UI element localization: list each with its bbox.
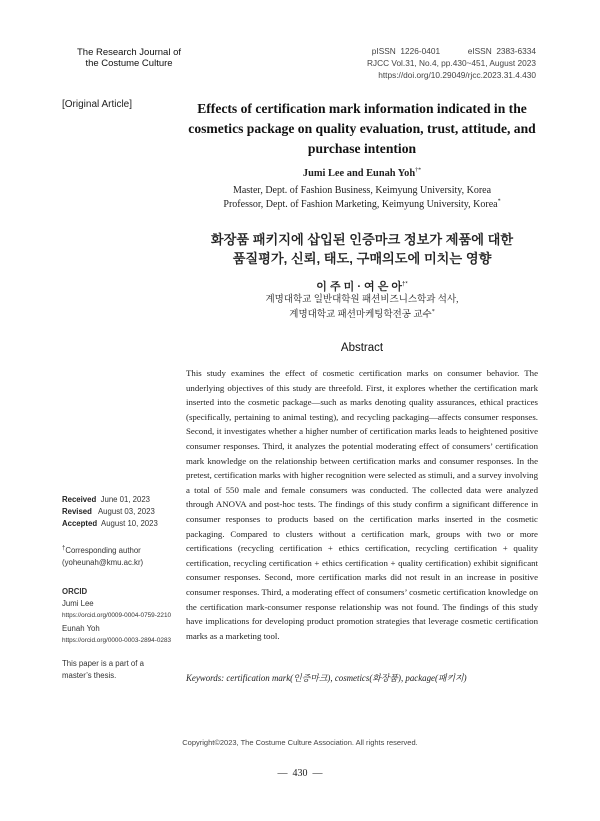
revised-date: Revised August 03, 2023 xyxy=(62,507,155,517)
citation-line: RJCC Vol.31, No.4, pp.430~451, August 2023 xyxy=(366,58,536,68)
thesis-note: This paper is a part of a master’s thesis. xyxy=(62,659,144,681)
affiliations-korean xyxy=(186,293,538,323)
affiliation-korean-line: 계명대학교 패션마케팅학전공 교수* xyxy=(289,308,435,320)
affiliation-line: Master, Dept. of Fashion Business, Keimyung University, Korea xyxy=(232,185,492,196)
title-english: Effects of certification mark information indicated in the cosmetics package on quality evaluation, trust, attitude, and purchase intention xyxy=(188,101,536,156)
issn-line: pISSN 1226-0401 eISSN 2383-6334 xyxy=(371,46,536,56)
affiliation-line: Professor, Dept. of Fashion Marketing, Keimyung University, Korea* xyxy=(223,198,501,210)
affiliation-korean-mark: * xyxy=(431,308,435,315)
accepted-date: Accepted August 10, 2023 xyxy=(62,519,158,529)
corresponding-mark: † xyxy=(62,545,66,552)
article-type: [Original Article] xyxy=(62,99,133,110)
corresponding-label: Corresponding author xyxy=(65,546,141,555)
journal-name xyxy=(64,47,194,69)
abstract-heading: Abstract xyxy=(340,342,384,354)
author-names: Jumi Lee and Eunah Yoh xyxy=(302,168,416,179)
orcid-name: Jumi Lee xyxy=(62,599,94,609)
orcid-block xyxy=(62,586,171,647)
doi-link[interactable]: https://doi.org/10.29049/rjcc.2023.31.4.430 xyxy=(378,70,536,80)
dates-block xyxy=(62,494,158,531)
orcid-name: Eunah Yoh xyxy=(62,623,100,633)
journal-name-line1: The Research Journal of xyxy=(76,47,182,58)
received-date: Received June 01, 2023 xyxy=(62,495,151,504)
abstract-text: This study examines the effect of cosmetic certification marks on consumer behavior. The underlying objectives of this study are threefold. First, it explores whether the certification mark inserted into the cosmetic package—such as marks denoting quality assurances, ethical practices (specifically, pertaining to animal testing), and recycling packaging—affects consumer responses. Second, it investigates whether a higher number of certification marks leads to heightened positive consumer responses. Third, it analyzes the potential moderating effect of consumers’ certification mark knowledge on the relationship between certification marks and consumer responses. In the pretest, certification marks with higher recognition were selected as stimuli, and a survey involving a total of 550 male and female consumers was conducted. The collected data were analyzed through ANOVA and post-hoc tests. The findings of this study confirm a significant difference in consumer responses to products based on the certification marks inserted in the cosmetic packaging. Compared to clusters without a certification mark, groups with two or more certifications (recycling certification + ethics certification, recycling certification + quality certification, recycling certification + ethics certification + quality certification) exhibit significant consumer responses. Second, more certification marks did not result in an increase in positive consumer responses. Third, a moderating effect of consumers’ cosmetic certification knowledge on the certification mark-consumer response relationship was not found. The findings of this study have implications for developing product promotion strategies that leverage cosmetic certification marks as a marketing tool. xyxy=(186,368,538,641)
orcid-heading: ORCID xyxy=(62,587,88,596)
copyright: Copyright©2023, The Costume Culture Association. All rights reserved. xyxy=(182,738,418,747)
corresponding-email[interactable]: (yoheunah@kmu.ac.kr) xyxy=(62,558,144,568)
affiliations-english xyxy=(186,184,538,212)
authors-english xyxy=(186,168,538,179)
page-number: — 430 — xyxy=(277,768,323,779)
affiliation-mark: * xyxy=(497,198,501,205)
keywords: Keywords: certification mark(인증마크), cosmetics(화장품), package(패키지) xyxy=(186,673,467,683)
corresponding-author xyxy=(62,545,143,569)
orcid-link[interactable]: https://orcid.org/0009-0004-0759-2210 xyxy=(62,612,172,620)
publication-info xyxy=(340,45,536,81)
title-korean-line1: 화장품 패키지에 삽입된 인증마크 정보가 제품에 대한 xyxy=(210,232,514,247)
orcid-link[interactable]: https://orcid.org/0000-0003-2894-0283 xyxy=(62,636,172,644)
author-names-korean: 이 주 미 · 여 은 아 xyxy=(316,281,403,293)
authors-korean xyxy=(186,278,538,294)
journal-name-line2: the Costume Culture xyxy=(85,58,173,69)
author-mark-korean: †* xyxy=(402,281,408,288)
affiliation-korean-line: 계명대학교 일반대학원 패션비즈니스학과 석사, xyxy=(265,295,459,305)
author-mark: †* xyxy=(415,167,422,174)
title-korean xyxy=(186,230,538,268)
title-korean-line2: 품질평가, 신뢰, 태도, 구매의도에 미치는 영향 xyxy=(232,251,492,266)
